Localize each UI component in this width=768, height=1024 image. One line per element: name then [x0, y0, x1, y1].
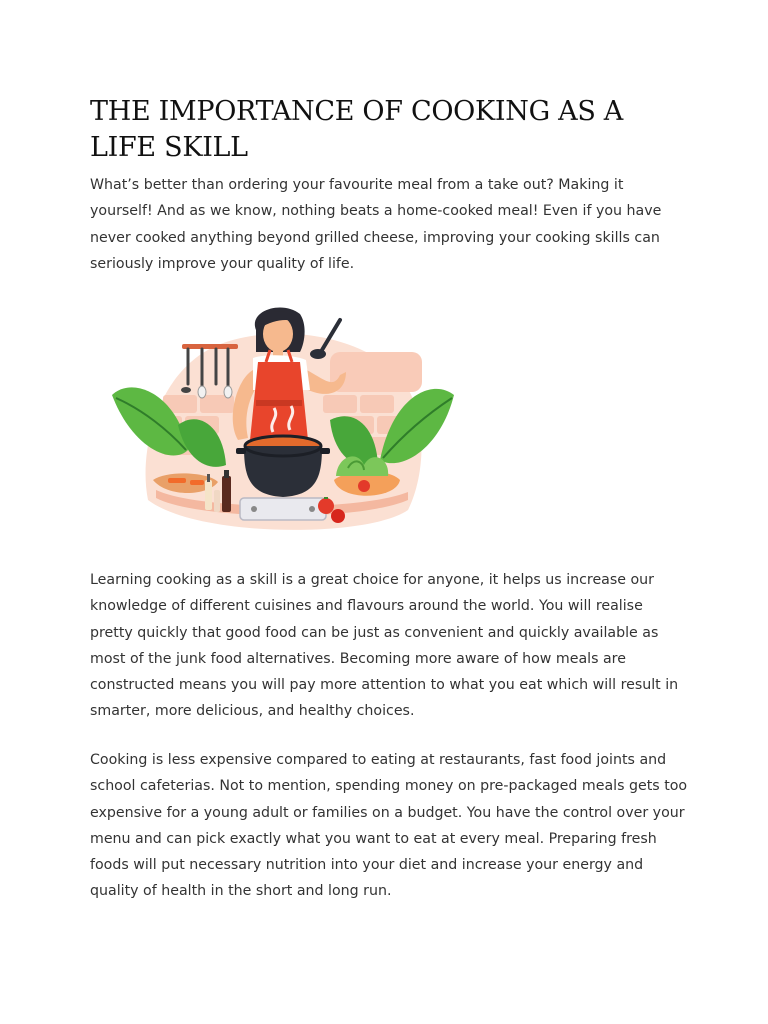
body-paragraph-skill: Learning cooking as a skill is a great choice for anyone, it helps us increase our knowledge of different cuisines and flavours around the world. You will realise pretty quickly that good food can be just as convenient and quickly available as most of the junk food alternatives. Becoming more aware of how meals are constructed means you will pay more attention to what you eat which will result in smarter, more delicious, and healthy choices. [90, 572, 679, 720]
page-title: THE IMPORTANCE OF COOKING AS A LIFE SKILL [90, 96, 623, 163]
cooking-illustration [108, 300, 458, 536]
intro-paragraph: What’s better than ordering your favourite meal from a take out? Making it yourself! And as we know, nothing beats a home-cooked meal! Even if you have never cooked anything beyond grilled cheese, improving your cooking skills can seriously improve your quality of life. [90, 177, 662, 272]
body-paragraph-cost: Cooking is less expensive compared to eating at restaurants, fast food joints and school cafeterias. Not to mention, spending money on pre-packaged meals gets too expensive for a young adult or families on a budget. You have the control over your menu and can pick exactly what you want to eat at every meal. Preparing fresh foods will put necessary nutrition into your diet and increase your energy and quality of health in the short and long run. [90, 752, 688, 900]
